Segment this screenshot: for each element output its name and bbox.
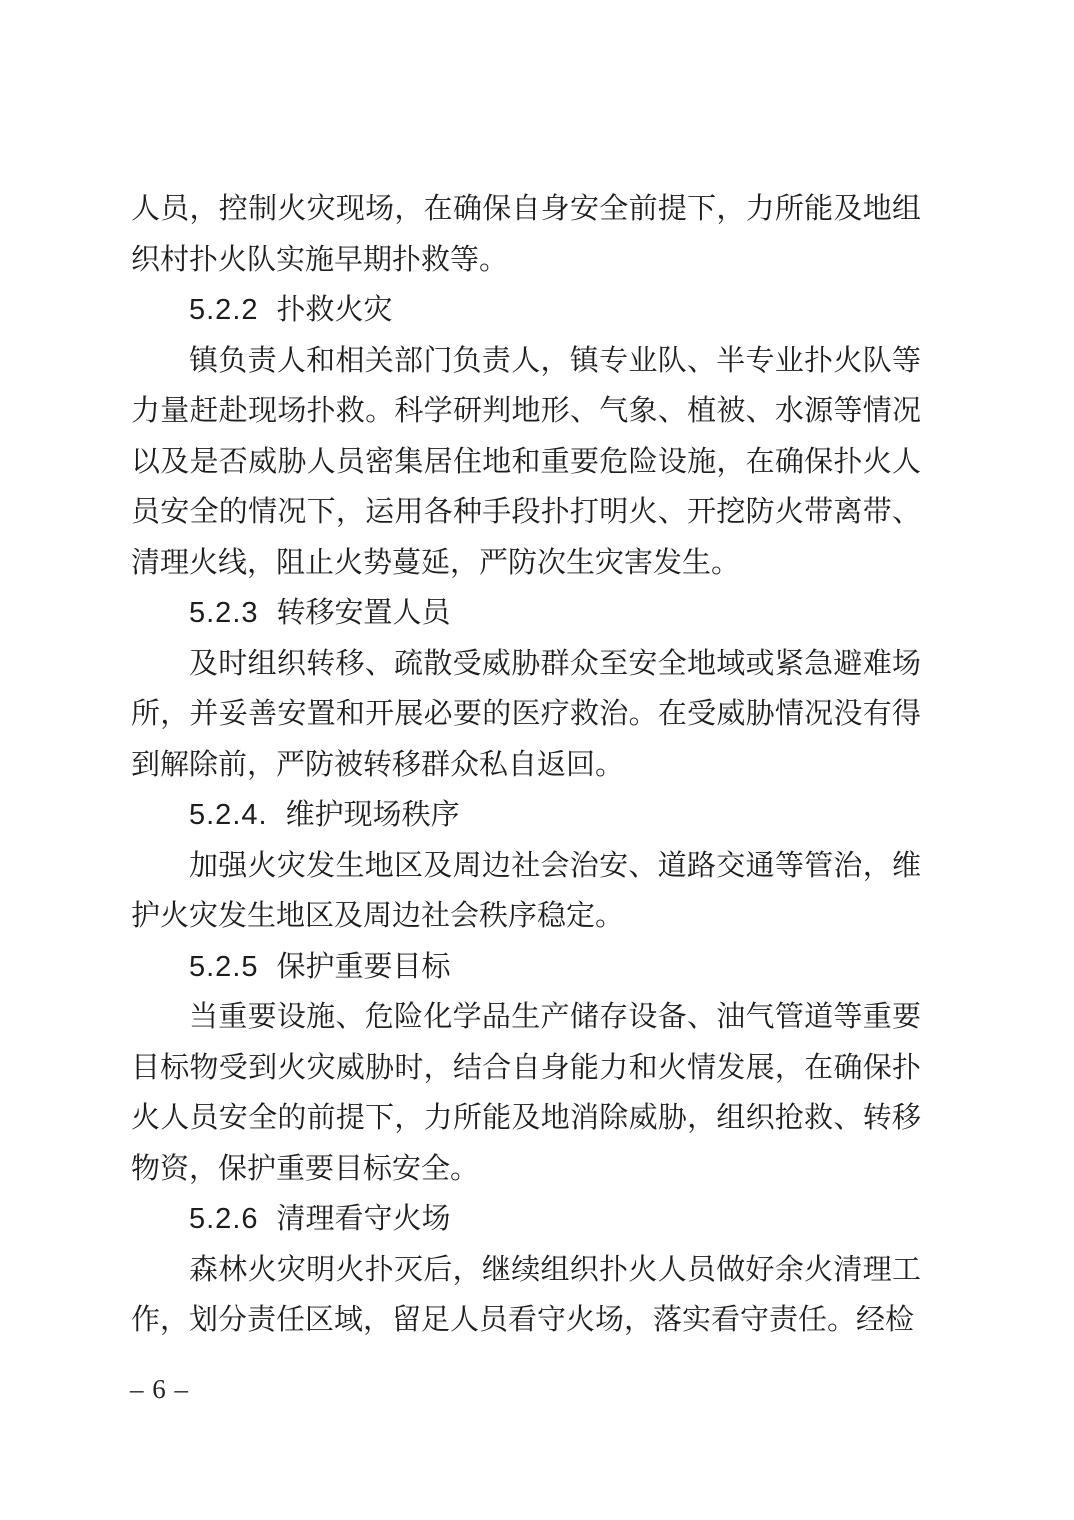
section-title: 保护重要目标	[276, 950, 451, 983]
section-heading-5-2-4	[131, 790, 921, 841]
section-title: 清理看守火场	[276, 1203, 451, 1235]
section-number: 5.2.3	[189, 597, 259, 629]
section-paragraph-5-2-2: 镇负责人和相关部门负责人，镇专业队、半专业扑火队等力量赶赴现场扑救。科学研判地形、气象、植被、水源等情况以及是否威胁人员密集居住地和重要危险设施，在确保扑火人员安全的情况下，运用各种手段扑打明火、开挖防火带离带、清理火线，阻止火势蔓延，严防次生灾害发生。	[131, 344, 921, 579]
section-paragraph-5-2-3: 及时组织转移、疏散受威胁群众至安全地域或紧急避难场所，并妥善安置和开展必要的医疗救治。在受威胁情况没有得到解除前，严防被转移群众私自返回。	[131, 647, 921, 781]
section-number: 5.2.2	[189, 294, 259, 326]
section-paragraph-5-2-4: 加强火灾发生地区及周边社会治安、道路交通等管治，维护火灾发生地区及周边社会秩序稳定。	[131, 849, 921, 932]
section-heading-5-2-6	[131, 1194, 921, 1245]
section-paragraph-5-2-6: 森林火灾明火扑灭后，继续组织扑火人员做好余火清理工作，划分责任区域，留足人员看守火场，落实看守责任。经检	[131, 1253, 921, 1336]
section-heading-5-2-3	[131, 588, 921, 639]
section-title: 转移安置人员	[276, 597, 451, 629]
document-body	[131, 184, 921, 1346]
section-number: 5.2.4.	[189, 799, 268, 831]
page-number: – 6 –	[130, 1374, 189, 1404]
section-heading-5-2-5	[131, 942, 921, 993]
section-heading-5-2-2	[131, 285, 921, 336]
lead-paragraph: 人员，控制火灾现场，在确保自身安全前提下，力所能及地组织村扑火队实施早期扑救等。	[131, 193, 921, 276]
section-paragraph-5-2-5: 当重要设施、危险化学品生产储存设备、油气管道等重要目标物受到火灾威胁时，结合自身能力和火情发展，在确保扑火人员安全的前提下，力所能及地消除威胁，组织抢救、转移物资，保护重要目标安全。	[131, 1001, 921, 1185]
section-title: 扑救火灾	[276, 294, 393, 326]
section-title: 维护现场秩序	[285, 799, 460, 831]
section-number: 5.2.6	[189, 1203, 259, 1235]
section-number: 5.2.5	[189, 950, 259, 983]
